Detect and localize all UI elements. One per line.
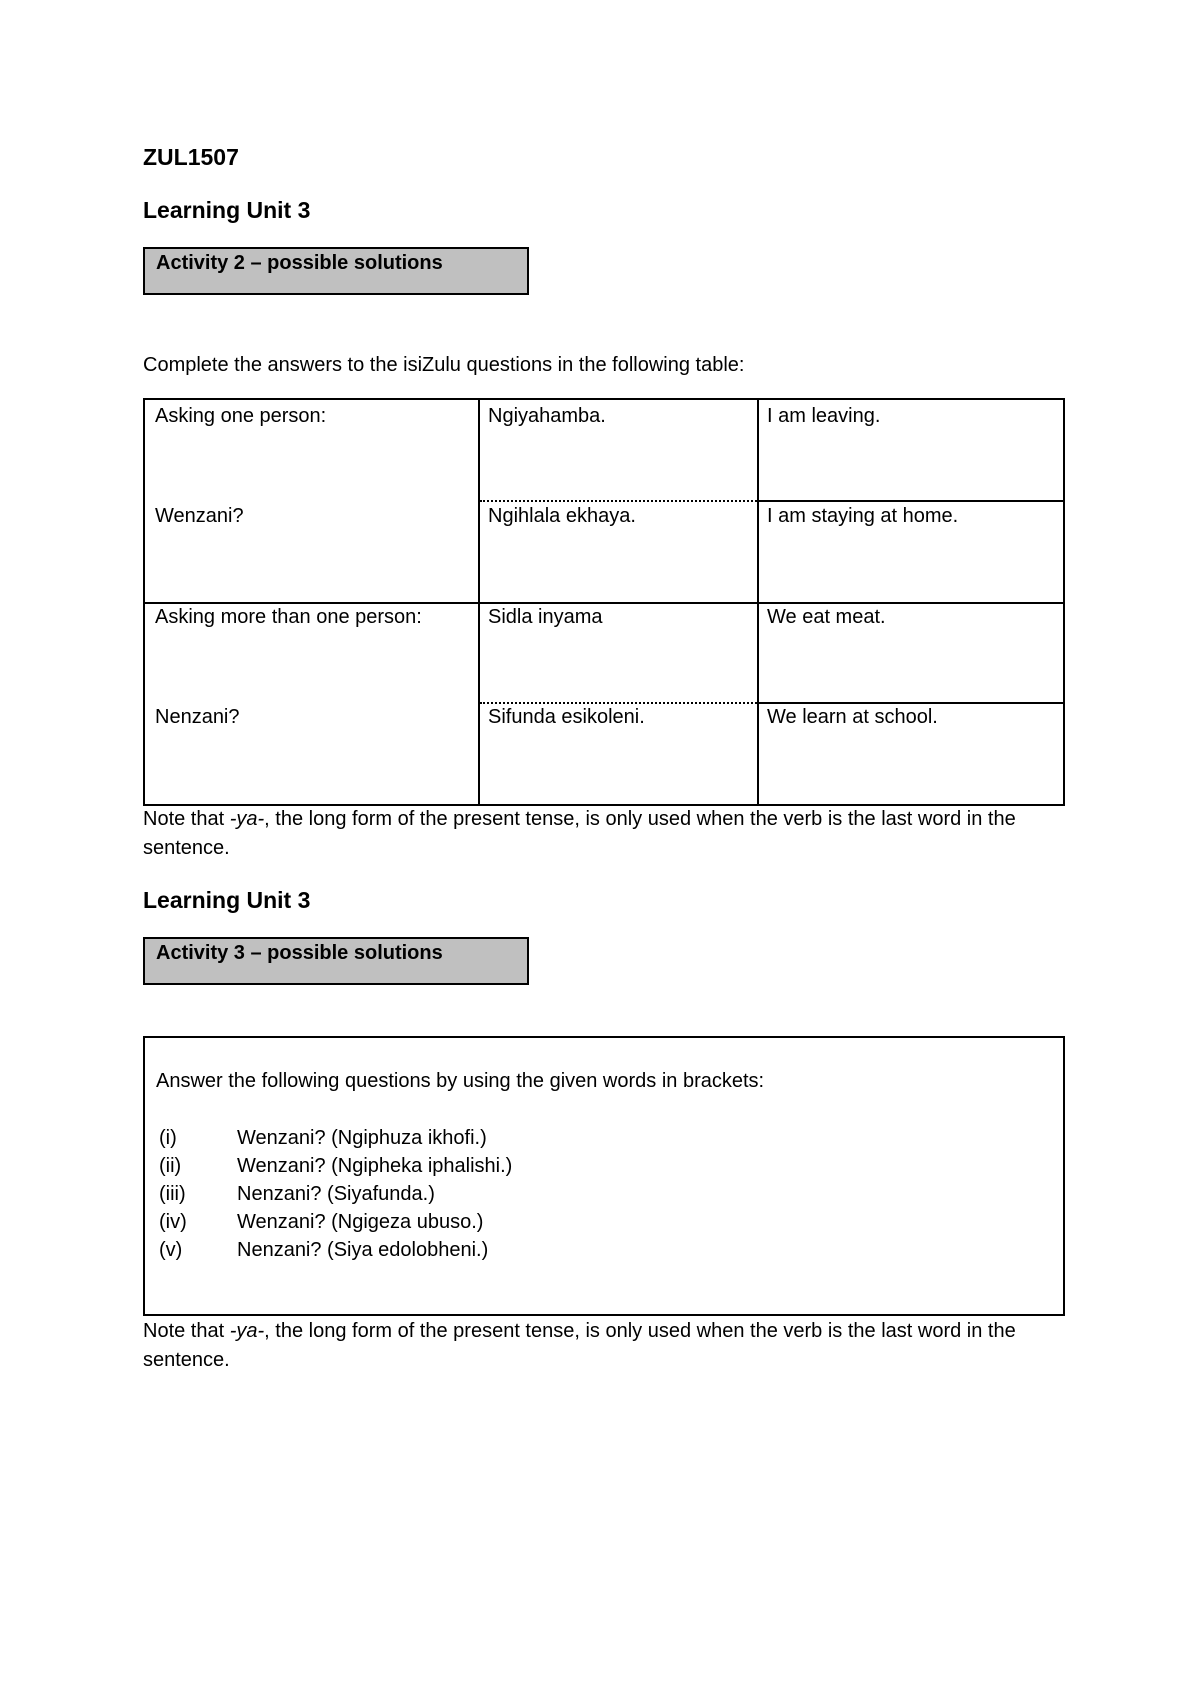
- row1-answer2-isizulu: Ngihlala ekhaya.: [488, 505, 636, 527]
- answer-divider: [759, 702, 1063, 704]
- question-item: [159, 1208, 512, 1236]
- question-number: (ii): [159, 1155, 182, 1177]
- question-text: Wenzani? (Ngipheka iphalishi.): [237, 1155, 513, 1177]
- question-item: [159, 1180, 512, 1208]
- row1-answer2-english: I am staying at home.: [767, 505, 959, 527]
- activity-3-banner: Activity 3 – possible solutions: [143, 937, 529, 985]
- note-2-prefix: Note that: [143, 1320, 230, 1342]
- question-text: Wenzani? (Ngiphuza ikhofi.): [237, 1127, 487, 1149]
- questions-instruction: Answer the following questions by using the given words in brackets:: [156, 1070, 765, 1092]
- questions-box: [143, 1036, 1065, 1316]
- row1-answer1-isizulu: Ngiyahamba.: [488, 405, 606, 427]
- question-text: Nenzani? (Siyafunda.): [237, 1183, 435, 1205]
- question-number: (iii): [159, 1183, 186, 1205]
- answer-divider: [759, 500, 1063, 502]
- course-code: ZUL1507: [143, 144, 239, 170]
- row-divider: [145, 602, 1063, 604]
- note-1-suffix: , the long form of the present tense, is only used when the verb is the last word in the sentence.: [143, 808, 1016, 859]
- question-item: [159, 1236, 512, 1264]
- row2-context: Asking more than one person:: [155, 606, 422, 628]
- question-item: [159, 1124, 512, 1152]
- answers-table: [143, 398, 1065, 806]
- unit-heading-1: Learning Unit 3: [143, 197, 311, 223]
- note-2-morpheme: -ya-: [229, 1320, 265, 1342]
- dotted-divider: [480, 500, 757, 502]
- question-number: (iv): [159, 1211, 187, 1233]
- unit-heading-2: Learning Unit 3: [143, 887, 311, 913]
- row2-answer1-isizulu: Sidla inyama: [488, 606, 603, 628]
- row1-context: Asking one person:: [155, 405, 327, 427]
- row2-question: Nenzani?: [155, 706, 240, 728]
- note-2-suffix: , the long form of the present tense, is only used when the verb is the last word in the sentence.: [143, 1320, 1016, 1371]
- dotted-divider: [480, 702, 757, 704]
- row1-question: Wenzani?: [155, 505, 244, 527]
- row2-answer1-english: We eat meat.: [767, 606, 886, 628]
- activity-2-banner: Activity 2 – possible solutions: [143, 247, 529, 295]
- row1-answer1-english: I am leaving.: [767, 405, 881, 427]
- table-instruction: Complete the answers to the isiZulu questions in the following table:: [143, 354, 745, 376]
- row2-answer2-english: We learn at school.: [767, 706, 938, 728]
- note-1: [143, 805, 1073, 863]
- row2-answer2-isizulu: Sifunda esikoleni.: [488, 706, 645, 728]
- note-2: [143, 1317, 1073, 1375]
- question-text: Nenzani? (Siya edolobheni.): [237, 1239, 489, 1261]
- question-item: [159, 1152, 512, 1180]
- question-number: (v): [159, 1239, 183, 1261]
- note-1-morpheme: -ya-: [229, 808, 265, 830]
- note-1-prefix: Note that: [143, 808, 230, 830]
- question-number: (i): [159, 1127, 177, 1149]
- questions-list: [159, 1124, 512, 1264]
- question-text: Wenzani? (Ngigeza ubuso.): [237, 1211, 484, 1233]
